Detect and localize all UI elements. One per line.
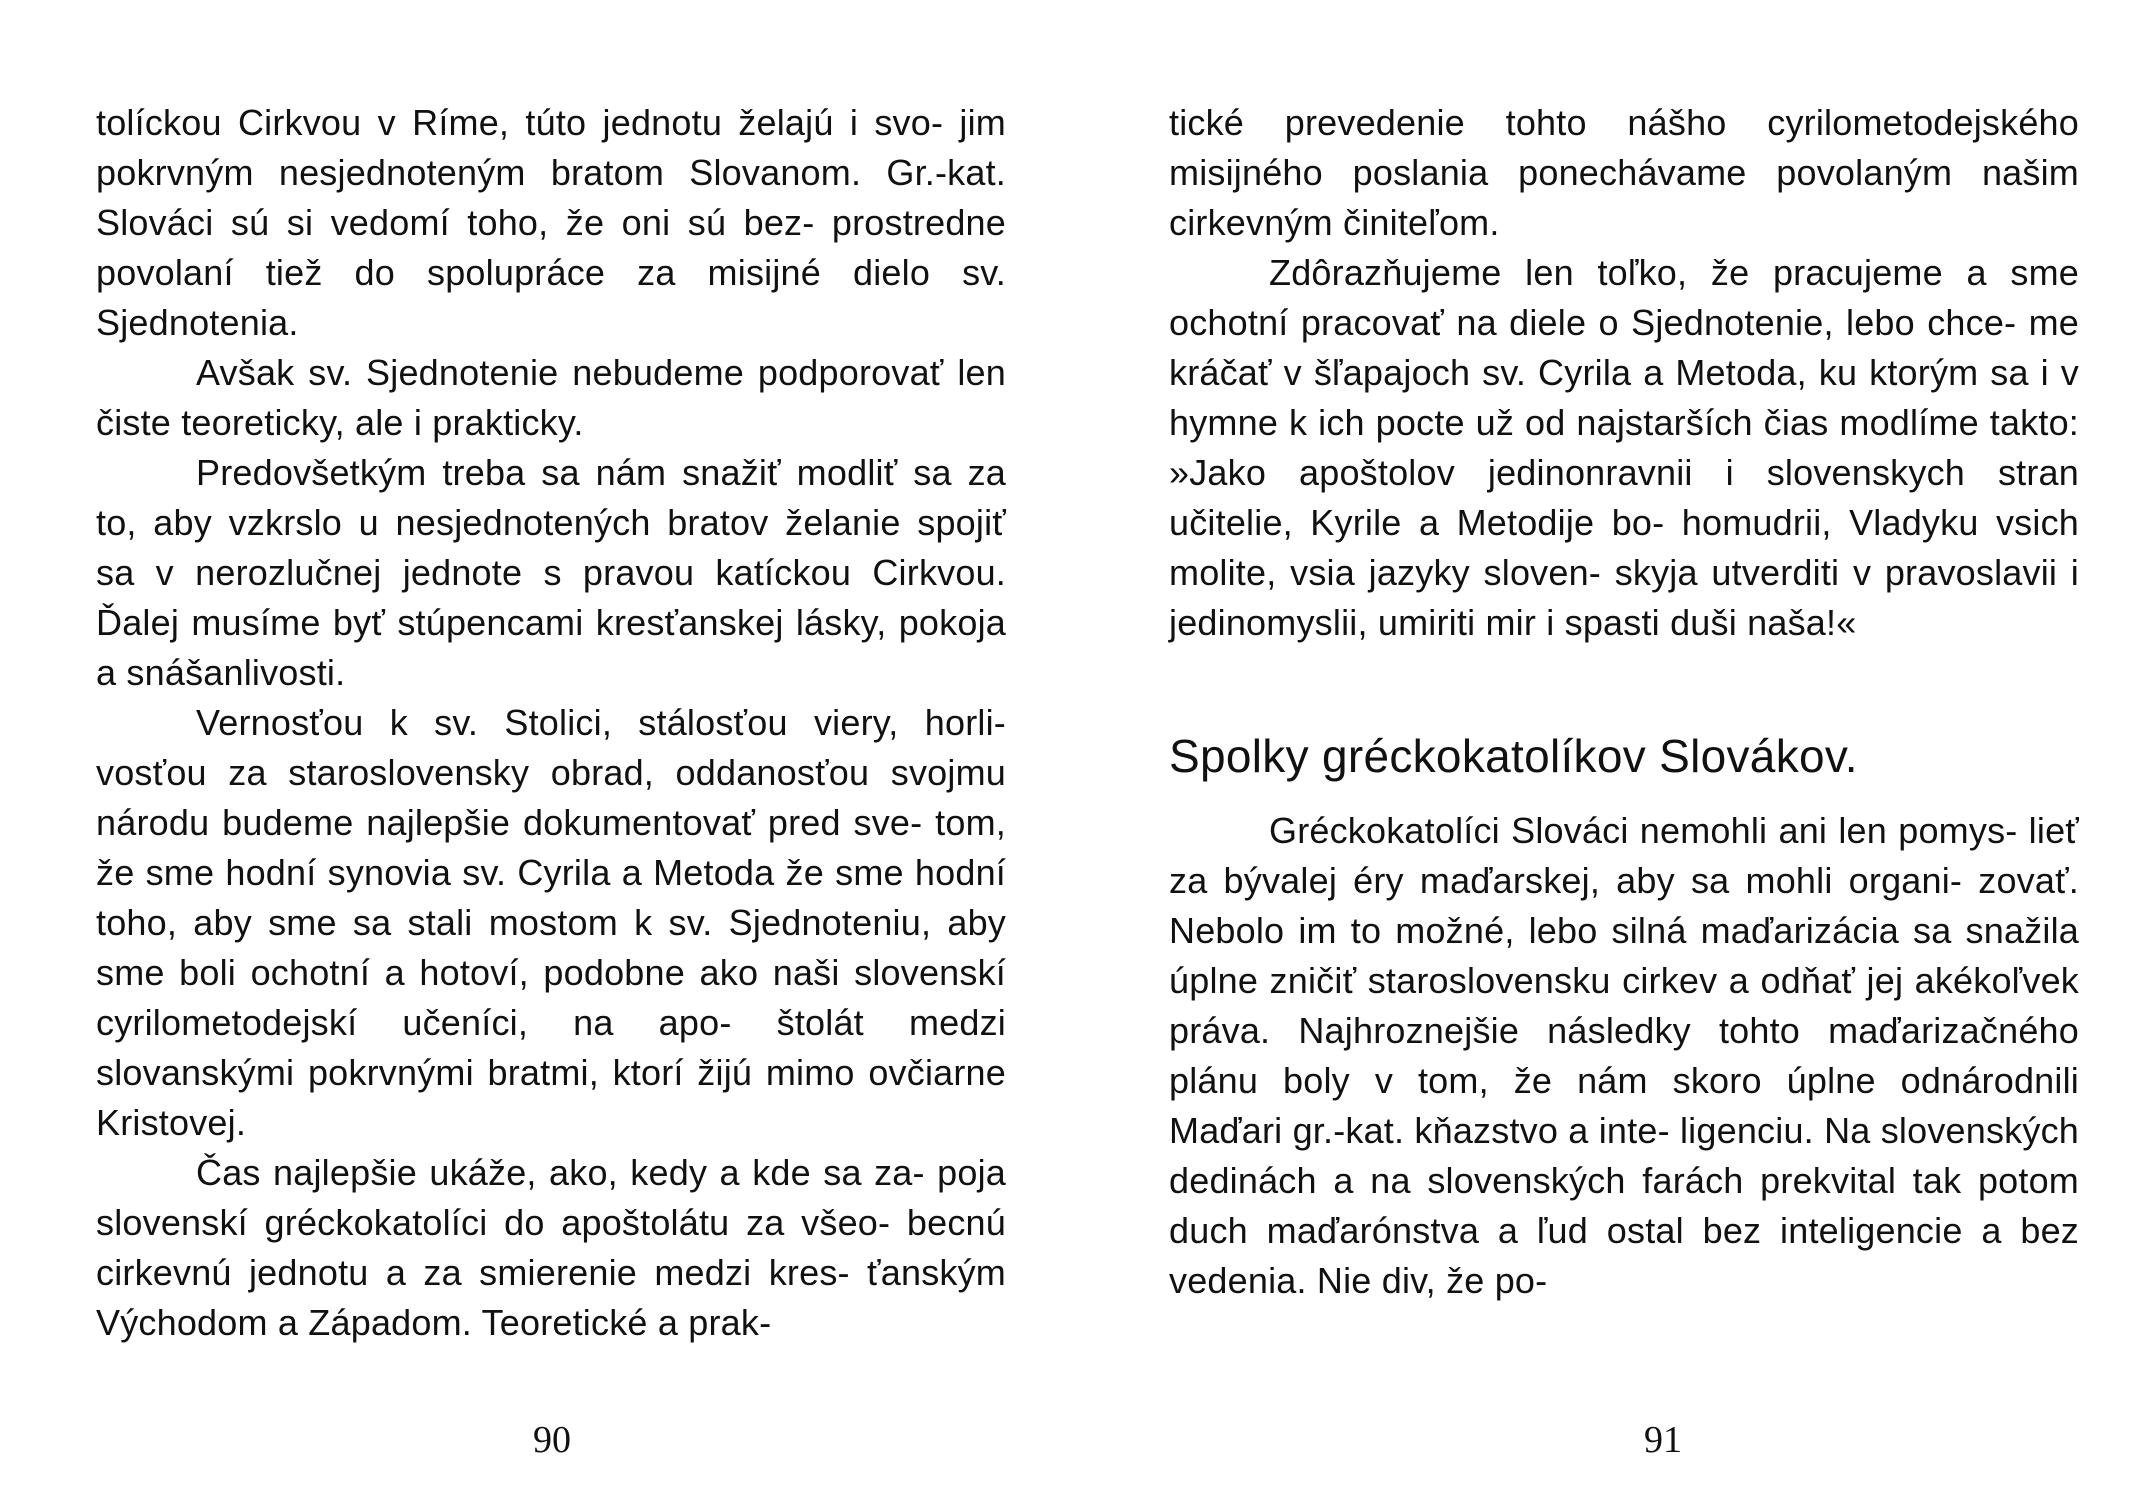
- left-page-text: [96, 98, 1006, 1348]
- right-page-text: [1169, 98, 2079, 1306]
- left-paragraph-1: tolíckou Cirkvou v Ríme, túto jednotu želajú i svo- jim pokrvným nesjednoteným bratom Slovanom. Gr.-kat. Slováci sú si vedomí toho, že oni sú bez- prostredne povolaní tiež do spolupráce za misijné dielo sv. Sjednotenia.: [96, 102, 1006, 343]
- right-page: [1075, 0, 2150, 1500]
- section-heading: Spolky gréckokatolíkov Slovákov.: [1169, 730, 1858, 782]
- right-paragraph-3: Gréckokatolíci Slováci nemohli ani len pomys- lieť za bývalej éry maďarskej, aby sa mohli organi- zovať. Nebolo im to možné, lebo silná maďarizácia sa snažila úplne zničiť staroslovensku cirkev a odňať jej akékoľvek práva. Najhroznejšie následky tohto maďarizačného plánu boly v tom, že nám skoro úplne odnárodnili Maďari gr.-kat. kňazstvo a inte- ligenciu. Na slovenských dedinách a na slovenských farách prekvital tak potom duch maďarónstva a ľud ostal bez inteligencie a bez vedenia. Nie div, že po-: [1169, 810, 2079, 1301]
- left-paragraph-3: Predovšetkým treba sa nám snažiť modliť sa za to, aby vzkrslo u nesjednotených bratov želanie spojiť sa v nerozlučnej jednote s pravou katíckou Cirkvou. Ďalej musíme byť stúpencami kresťanskej lásky, pokoja a snášanlivosti.: [96, 452, 1006, 693]
- left-paragraph-2: Avšak sv. Sjednotenie nebudeme podporovať len čiste teoreticky, ale i prakticky.: [96, 352, 1006, 443]
- left-paragraph-4: Vernosťou k sv. Stolici, stálosťou viery, horli- vosťou za staroslovensky obrad, oddanosťou svojmu národu budeme najlepšie dokumentovať pred sve- tom, že sme hodní synovia sv. Cyrila a Metoda že sme hodní toho, aby sme sa stali mostom k sv. Sjednoteniu, aby sme boli ochotní a hotoví, podobne ako naši slovenskí cyrilometodejskí učeníci, na apo- štolát medzi slovanskými pokrvnými bratmi, ktorí žijú mimo ovčiarne Kristovej.: [96, 702, 1006, 1143]
- right-paragraph-1: tické prevedenie tohto nášho cyrilometodejského misijného poslania ponechávame povolaným našim cirkevným činiteľom.: [1169, 102, 2079, 243]
- right-paragraph-2: Zdôrazňujeme len toľko, že pracujeme a sme ochotní pracovať na diele o Sjednotenie, lebo chce- me kráčať v šľapajoch sv. Cyrila a Metoda, ku ktorým sa i v hymne k ich pocte už od najstarších čias modlíme takto: »Jako apoštolov jedinonravnii i slovenskych stran učitelie, Kyrile a Metodije bo- homudrii, Vladyku vsich molite, vsia jazyky sloven- skyja utverditi v pravoslavii i jedinomyslii, umiriti mir i spasti duši naša!«: [1169, 252, 2079, 643]
- left-page-number: 90: [533, 1419, 571, 1461]
- right-page-number: 91: [1644, 1419, 1682, 1461]
- left-paragraph-5: Čas najlepšie ukáže, ako, kedy a kde sa za- poja slovenskí gréckokatolíci do apoštolátu za všeo- becnú cirkevnú jednotu a za smierenie medzi kres- ťanským Východom a Západom. Teoretické a prak-: [96, 1152, 1006, 1343]
